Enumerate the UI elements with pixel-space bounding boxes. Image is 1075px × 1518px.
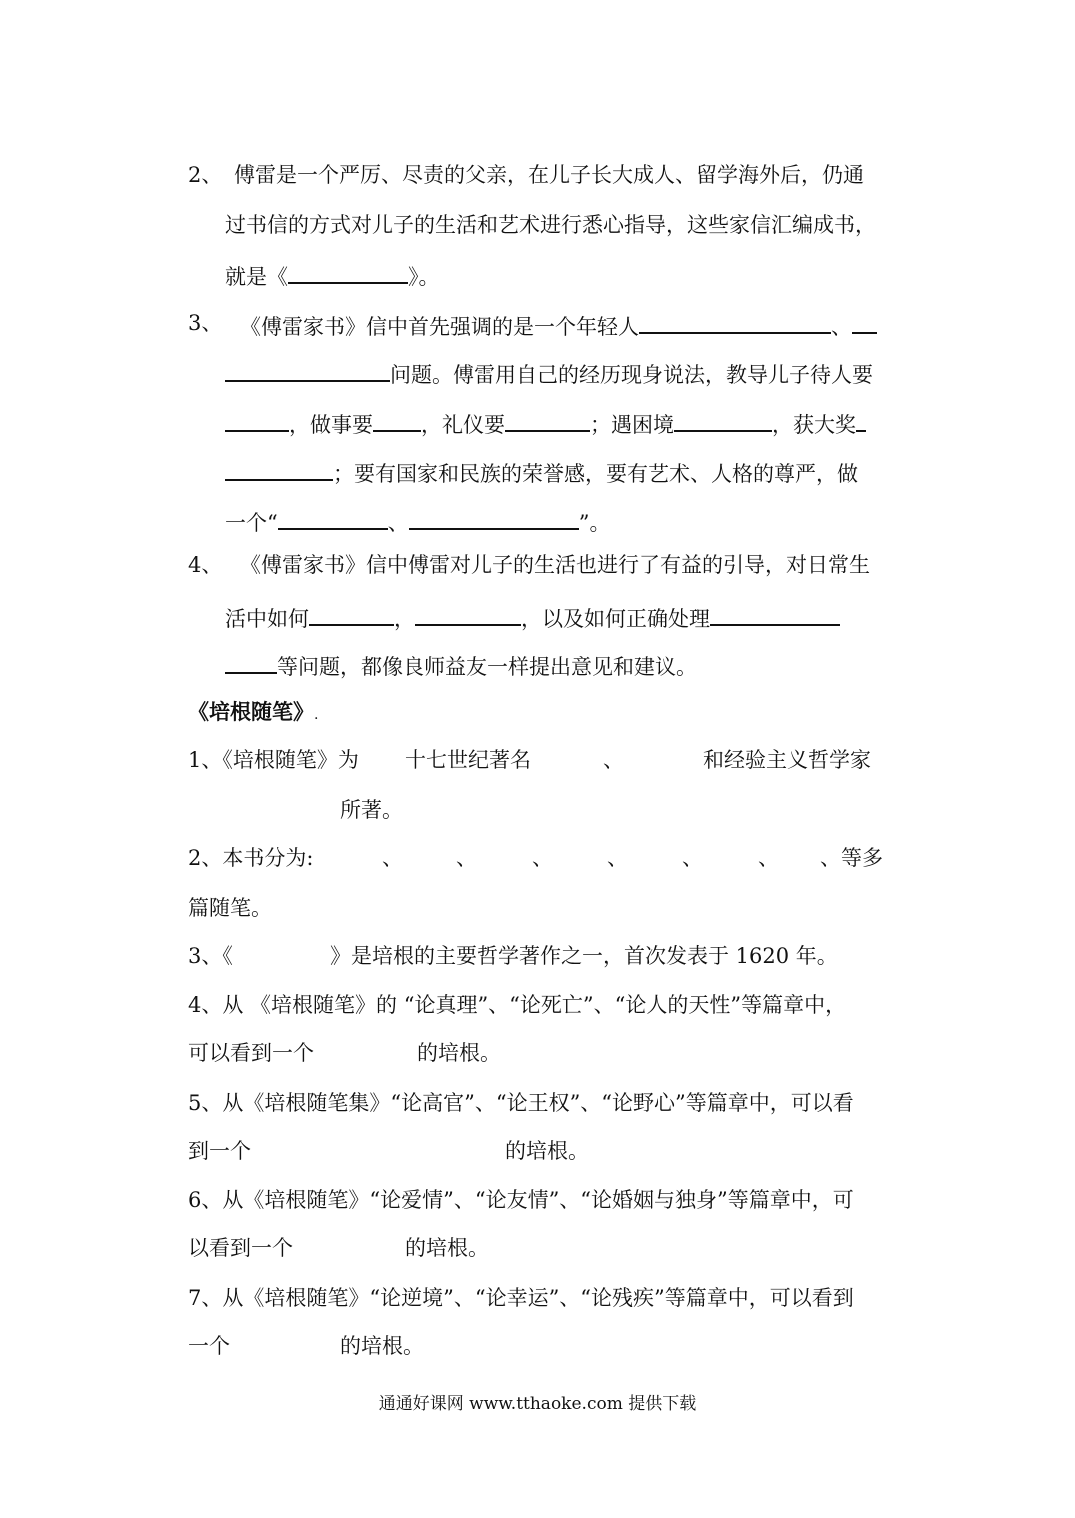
- answer-blank[interactable]: [710, 600, 840, 626]
- question-text: 》是培根的主要哲学著作之一，首次发表于 1620 年。: [330, 944, 838, 968]
- answer-blank[interactable]: [288, 258, 408, 284]
- question-text: 所著。: [340, 798, 403, 822]
- question-text: 、: [456, 846, 477, 870]
- question-text: 和经验主义哲学家: [703, 748, 871, 772]
- question-text: 5、从《培根随笔集》“论高官”、“论王权”、“论野心”等篇章中，可以看: [188, 1091, 854, 1115]
- answer-blank[interactable]: [225, 648, 277, 674]
- question-text: 、: [532, 846, 553, 870]
- text-segment: 、: [387, 511, 409, 535]
- question-text: [240, 308, 877, 342]
- text-segment: ，做事要: [289, 413, 373, 437]
- answer-blank[interactable]: [309, 600, 394, 626]
- question-text: [225, 406, 866, 440]
- text-segment: 等问题，都像良师益友一样提出意见和建议。: [277, 655, 697, 679]
- text-segment: 活中如何: [225, 607, 309, 631]
- question-text: 4、从 《培根随笔》的 “论真理”、“论死亡”、“论人的天性”等篇章中，: [188, 993, 847, 1017]
- heading-text: 《培根随笔》: [188, 699, 314, 724]
- question-text: 、: [758, 846, 779, 870]
- question-text: 6、从《培根随笔》“论爱情”、“论友情”、“论婚姻与独身”等篇章中，可: [188, 1188, 854, 1212]
- text-segment: ，以及如何正确处理: [521, 607, 710, 631]
- question-text: [225, 648, 697, 682]
- answer-blank[interactable]: [639, 308, 831, 334]
- answer-blank[interactable]: [674, 406, 772, 432]
- question-text: 篇随笔。: [188, 896, 272, 920]
- text-segment: ，获大奖: [772, 413, 856, 437]
- text-segment: ，: [394, 607, 415, 631]
- question-text: 7、从《培根随笔》“论逆境”、“论幸运”、“论残疾”等篇章中，可以看到: [188, 1286, 854, 1310]
- answer-blank[interactable]: [373, 406, 421, 432]
- answer-blank[interactable]: [225, 455, 333, 481]
- question-text: [225, 504, 611, 538]
- question-text: 的培根。: [405, 1236, 489, 1260]
- question-text: 傅雷是一个严厉、尽责的父亲，在儿子长大成人、留学海外后，仍通: [234, 163, 864, 187]
- answer-blank[interactable]: [278, 504, 388, 530]
- text-segment: 就是《: [225, 265, 288, 289]
- answer-blank[interactable]: [505, 406, 590, 432]
- question-text: 、: [603, 748, 624, 772]
- question-text: 十七世纪著名: [405, 748, 531, 772]
- text-segment: 《傅雷家书》信中首先强调的是一个年轻人: [240, 315, 639, 339]
- text-segment: 问题。傅雷用自己的经历现身说法，教导儿子待人要: [390, 363, 873, 387]
- question-text: [225, 455, 858, 489]
- answer-blank[interactable]: [409, 504, 579, 530]
- question-number: 4、: [188, 553, 223, 577]
- text-segment: ，礼仪要: [421, 413, 505, 437]
- text-segment: 一个“: [225, 511, 278, 535]
- answer-blank[interactable]: [225, 406, 289, 432]
- question-text: 、: [607, 846, 628, 870]
- question-text: 的培根。: [340, 1334, 424, 1358]
- question-text: 到一个: [188, 1139, 251, 1163]
- question-text: 、: [682, 846, 703, 870]
- text-segment: 》。: [408, 265, 440, 289]
- question-text: 过书信的方式对儿子的生活和艺术进行悉心指导，这些家信汇编成书，: [225, 213, 876, 237]
- question-text: 以看到一个: [188, 1236, 293, 1260]
- question-text: [225, 356, 873, 390]
- question-number: 2、: [188, 163, 223, 187]
- question-text: 2、本书分为:: [188, 846, 314, 870]
- question-text: [225, 258, 440, 292]
- question-text: 、等多: [820, 846, 883, 870]
- answer-blank[interactable]: [852, 308, 877, 334]
- answer-blank[interactable]: [415, 600, 521, 626]
- question-text: 《傅雷家书》信中傅雷对儿子的生活也进行了有益的引导，对日常生: [240, 553, 870, 577]
- question-text: [225, 600, 840, 634]
- question-text: 的培根。: [505, 1139, 589, 1163]
- heading-dot: .: [314, 707, 319, 723]
- answer-blank[interactable]: [856, 406, 866, 432]
- question-number: 3、: [188, 311, 223, 335]
- question-text: 的培根。: [417, 1041, 501, 1065]
- page-footer: 通通好课网 www.tthaoke.com 提供下载: [378, 1394, 697, 1414]
- text-segment: ；遇困境: [590, 413, 674, 437]
- question-text: 可以看到一个: [188, 1041, 314, 1065]
- section-heading: [188, 697, 318, 730]
- text-segment: ；要有国家和民族的荣誉感，要有艺术、人格的尊严，做: [333, 462, 858, 486]
- question-text: 3、《: [188, 944, 233, 968]
- text-segment: 、: [831, 315, 852, 339]
- question-text: 一个: [188, 1334, 230, 1358]
- text-segment: ”。: [578, 511, 611, 535]
- answer-blank[interactable]: [225, 356, 390, 382]
- question-text: 1、《培根随笔》为: [188, 748, 359, 772]
- question-text: 、: [382, 846, 403, 870]
